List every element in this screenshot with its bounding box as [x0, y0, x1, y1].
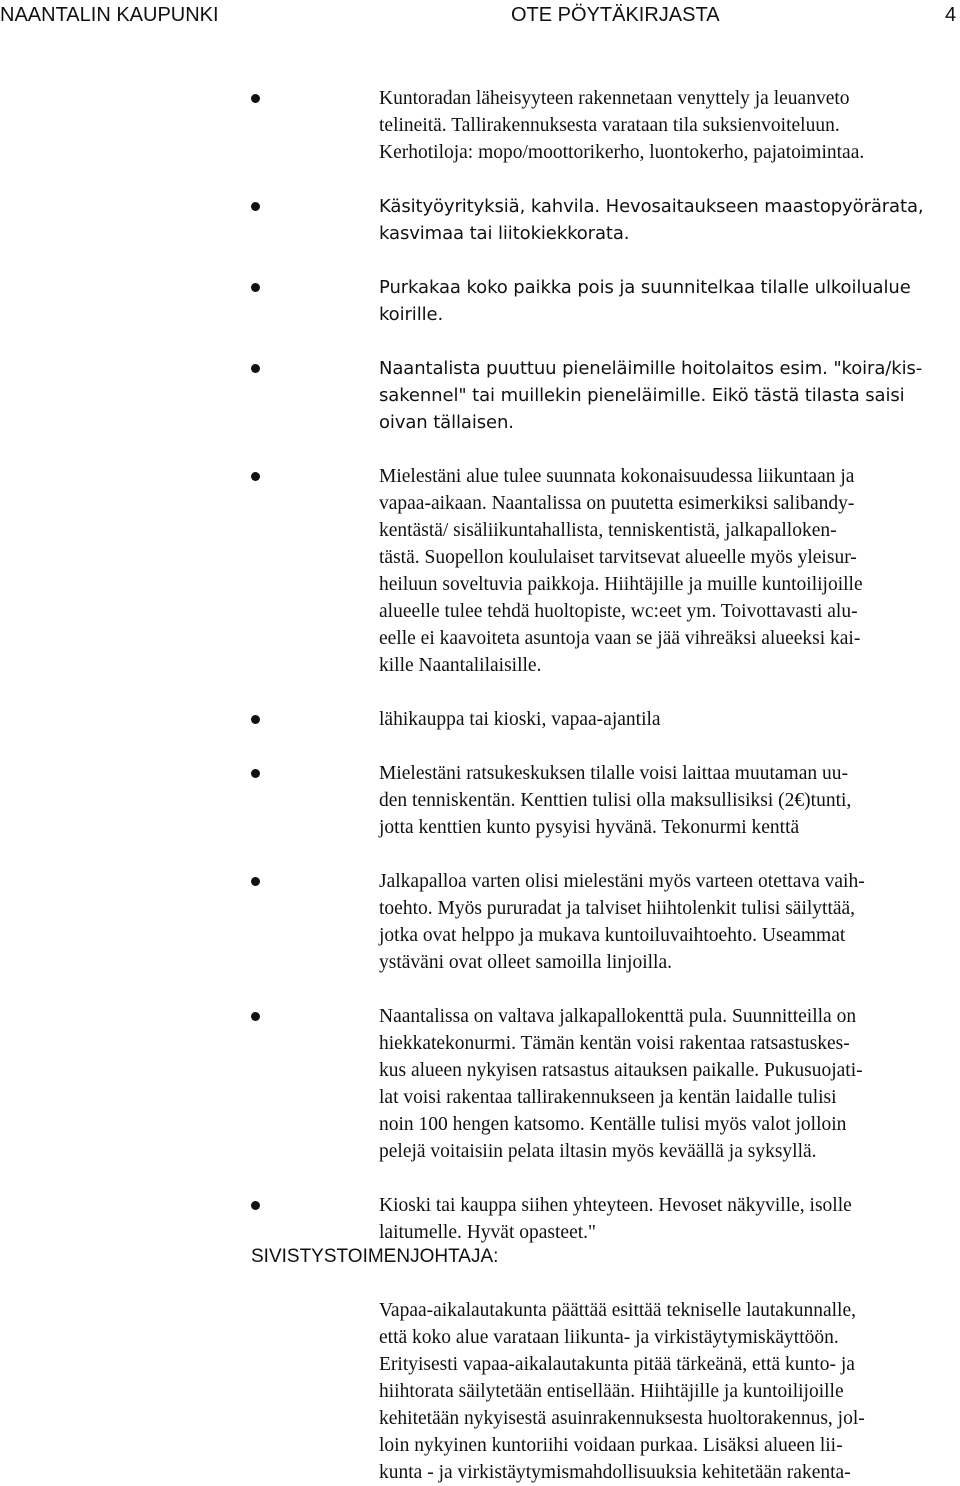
bullet-icon [251, 877, 260, 886]
list-item [0, 1192, 960, 1246]
list-item-text: Mielestäni alue tulee suunnata kokonaisuudessa liikuntaan ja vapaa-aikaan. Naantalissa on puutetta esimerkiksi salibandy- kentästä/ sisäliikuntahallista, tenniskentistä, jalkapalloken- tästä. Suopellon koululaiset tarvitsevat alueelle myös yleisur- heiluun soveltuvia paikkoja. Hiihtäjille ja muille kuntoilijoille alueelle tulee tehdä huoltopiste, wc:eet ym. Toivottavasti alu- eelle ei kaavoiteta asuntoja vaan se jää vihreäksi alueeksi kai- kille Naantalilaisille. [379, 466, 863, 676]
list-item-text: Naantalissa on valtava jalkapallokenttä pula. Suunnitteilla on hiekkatekonurmi. Tämän kentän voisi rakentaa ratsastuskes- kus alueen nykyisen ratsastus aitauksen paikalle. Pukusuojati- lat voisi rakentaa tallirakennukseen ja kentän laidalle tulisi noin 100 hengen katsomo. Kentälle tulisi myös valot jolloin pelejä voitaisiin pelata iltasin myös keväällä ja syksyllä. [379, 1006, 863, 1162]
list-item-text: Purkakaa koko paikka pois ja suunnitelkaa tilalle ulkoilualue koirille. [379, 277, 911, 325]
bullet-icon [251, 1201, 260, 1210]
list-item [0, 274, 960, 328]
bullet-icon [251, 283, 260, 292]
list-item-text: Kioski tai kauppa siihen yhteyteen. Hevoset näkyville, isolle laitumelle. Hyvät opasteet." [379, 1195, 852, 1243]
list-item-text: Kuntoradan läheisyyteen rakennetaan venyttely ja leuanveto telineitä. Tallirakennuksesta varataan tila suksienvoiteluun. Kerhotiloja: mopo/moottorikerho, luontokerho, pajatoimintaa. [379, 88, 865, 163]
list-item-text: Naantalista puuttuu pieneläimille hoitolaitos esim. "koira/kis- sakennel" tai muillekin pieneläimille. Eikö tästä tilasta saisi oivan tällaisen. [379, 358, 923, 433]
document-type: OTE PÖYTÄKIRJASTA [511, 4, 720, 26]
decision-text: Vapaa-aikalautakunta päättää esittää tekniselle lautakunnalle, että koko alue varataan liikunta- ja virkistäytymiskäyttöön. Erityisesti vapaa-aikalautakunta pitää tärkeänä, että kunto- ja hiihtorata säilytetään entisellään. Hiihtäjille ja kuntoilijoille kehitetään nykyisestä asuinrakennuksesta huoltorakennus, jol- loin nykyinen kuntoriihi voidaan purkaa. Lisäksi alueen lii- kunta - ja virkistäytymismahdollisuuksia kehitetään rakenta- [379, 1300, 865, 1483]
feedback-bullet-list [0, 85, 960, 1273]
list-item [0, 760, 960, 841]
organization-name: NAANTALIN KAUPUNKI [0, 4, 219, 26]
speaker-label: SIVISTYSTOIMENJOHTAJA: [251, 1246, 499, 1267]
page-number: 4 [945, 4, 957, 26]
bullet-icon [251, 202, 260, 211]
list-item-text: Mielestäni ratsukeskuksen tilalle voisi laittaa muutaman uu- den tenniskentän. Kenttien tulisi olla maksullisiksi (2€)tunti, jotta kenttien kunto pysyisi hyvänä. Tekonurmi kenttä [379, 763, 852, 838]
list-item [0, 706, 960, 733]
list-item [0, 193, 960, 247]
list-item-text: lähikauppa tai kioski, vapaa-ajantila [379, 709, 661, 730]
page-header [0, 0, 960, 30]
bullet-icon [251, 769, 260, 778]
list-item-text: Käsityöyrityksiä, kahvila. Hevosaitaukseen maastopyörärata, kasvimaa tai liitokiekkorata. [379, 196, 924, 244]
bullet-icon [251, 472, 260, 481]
bullet-icon [251, 1012, 260, 1021]
list-item [0, 85, 960, 166]
bullet-icon [251, 715, 260, 724]
list-item [0, 355, 960, 436]
list-item [0, 1003, 960, 1165]
bullet-icon [251, 364, 260, 373]
list-item [0, 868, 960, 976]
list-item-text: Jalkapalloa varten olisi mielestäni myös varteen otettava vaih- toehto. Myös pururadat ja talviset hiihtolenkit tulisi säilyttää, jotka ovat helppo ja mukava kuntoiluvaihtoehto. Useammat ystäväni ovat olleet samoilla linjoilla. [379, 871, 865, 973]
bullet-icon [251, 94, 260, 103]
list-item [0, 463, 960, 679]
